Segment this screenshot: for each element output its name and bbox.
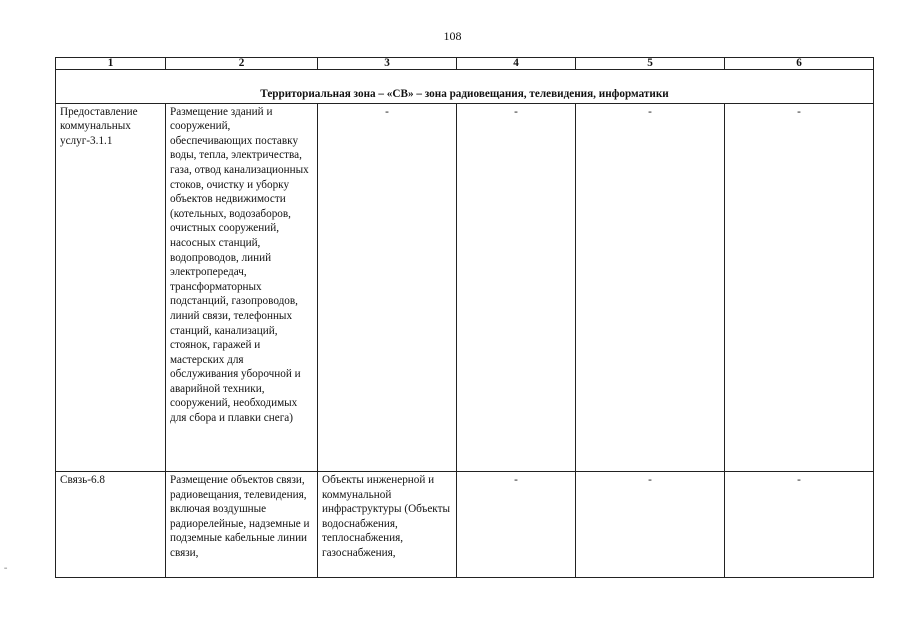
col5-cell: -	[576, 103, 725, 472]
use-type-name: Связь-6.8	[56, 472, 166, 578]
zoning-table	[55, 57, 874, 578]
column-header-2: 2	[166, 58, 318, 70]
col6-cell: -	[725, 103, 874, 472]
table-row	[56, 472, 874, 578]
column-header-6: 6	[725, 58, 874, 70]
column-header-4: 4	[457, 58, 576, 70]
column-number-row	[56, 58, 874, 70]
margin-mark: ≡	[4, 566, 8, 572]
col4-cell: -	[457, 103, 576, 472]
column-header-1: 1	[56, 58, 166, 70]
col6-cell: -	[725, 472, 874, 578]
column-header-3: 3	[318, 58, 457, 70]
column-header-5: 5	[576, 58, 725, 70]
table-row	[56, 103, 874, 472]
use-type-description: Размещение зданий и сооружений, обеспечивающих поставку воды, тепла, электричества, газа, отвод канализационных стоков, очистку и уборку объектов недвижимости (котельных, водозаборов, очистных сооружений, насосных станций, водопроводов, линий электропередач, трансформаторных подстанций, газопроводов, линий связи, телефонных станций, канализаций, стоянок, гаражей и мастерских для обслуживания уборочной и аварийной техники, сооружений, необходимых для сбора и плавки снега)	[166, 103, 318, 472]
col4-cell: -	[457, 472, 576, 578]
use-type-description: Размещение объектов связи, радиовещания, телевидения, включая воздушные радиорелейные, надземные и подземные кабельные линии связи,	[166, 472, 318, 578]
col3-cell: Объекты инженерной и коммунальной инфраструктуры (Объекты водоснабжения, теплоснабжения, газоснабжения,	[318, 472, 457, 578]
zone-title: Территориальная зона – «СВ» – зона радиовещания, телевидения, информатики	[56, 70, 874, 104]
page-number: 108	[443, 29, 462, 43]
zone-title-row	[56, 70, 874, 104]
col3-cell: -	[318, 103, 457, 472]
col5-cell: -	[576, 472, 725, 578]
use-type-name: Предоставление коммунальных услуг-3.1.1	[56, 103, 166, 472]
